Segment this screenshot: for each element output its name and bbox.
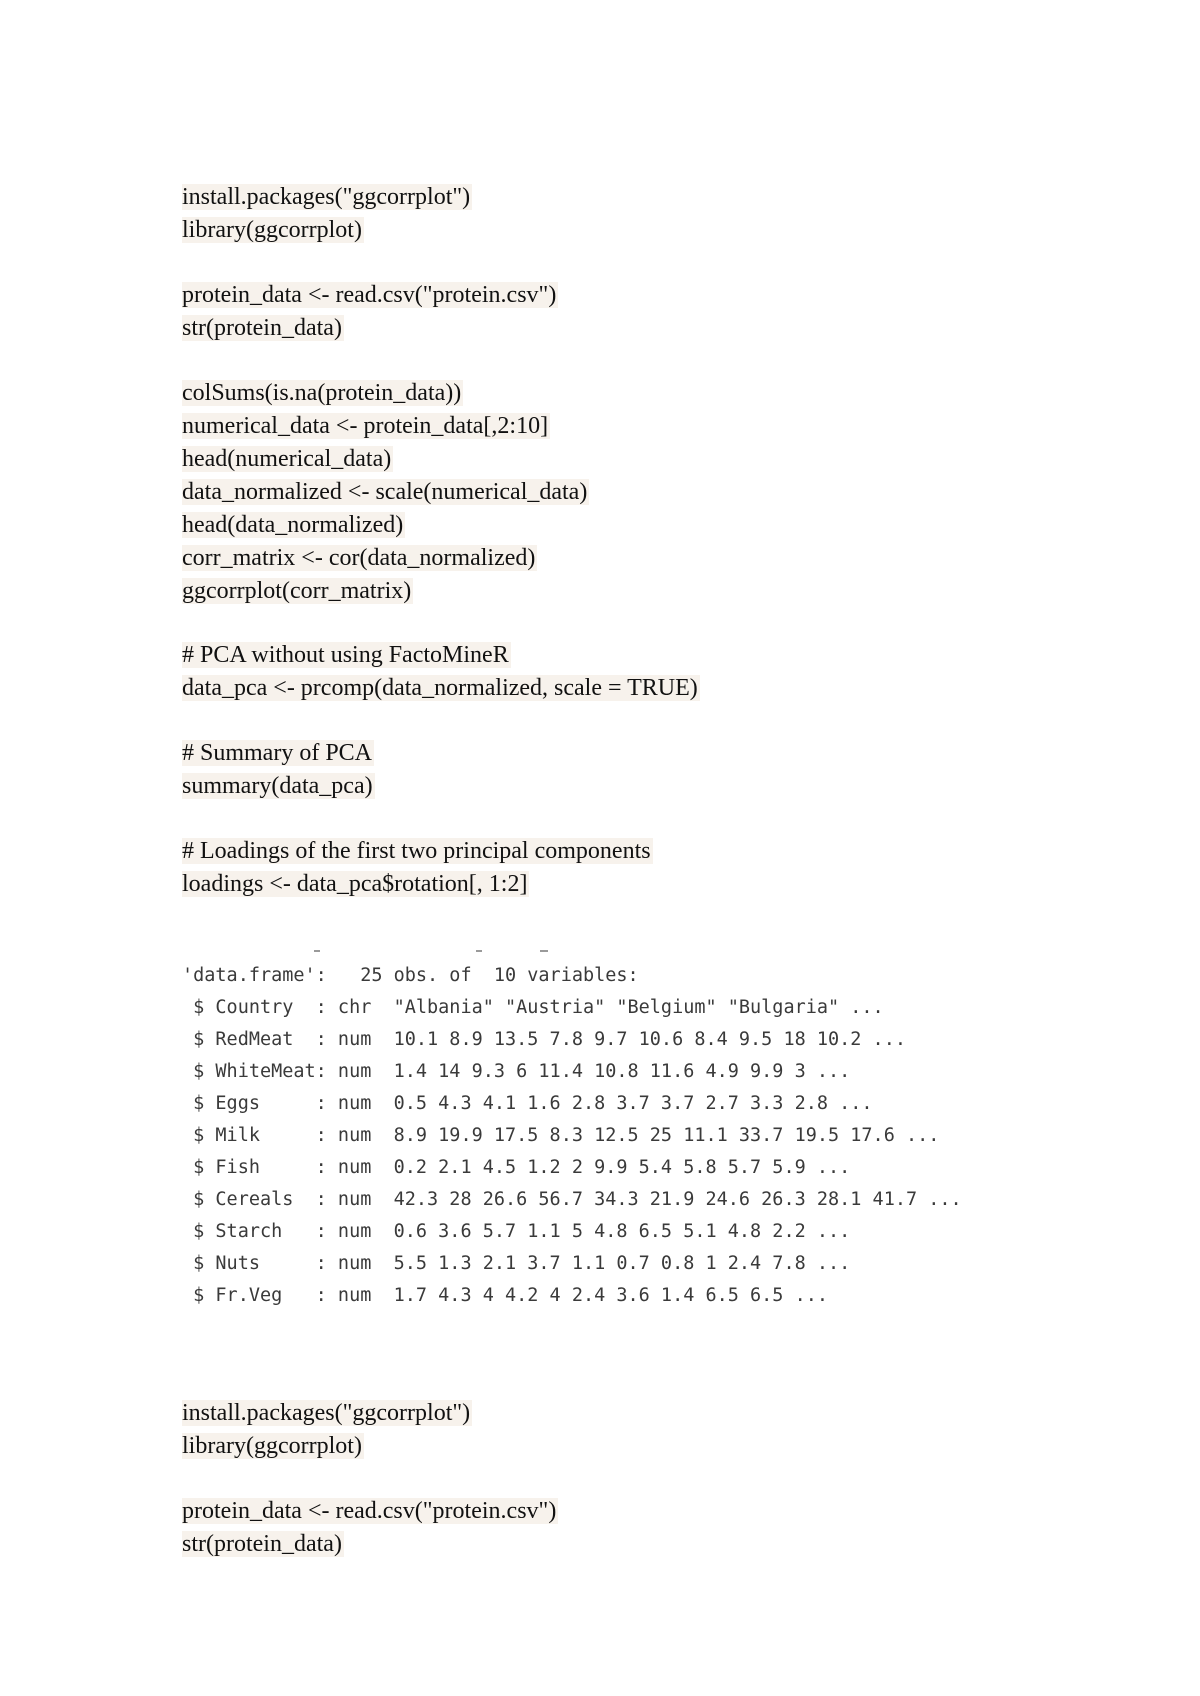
console-line: $ Fr.Veg : num 1.7 4.3 4 4.2 4 2.4 3.6 1.4 6.5 6.5 ... <box>182 1285 829 1306</box>
console-line: 'data.frame': 25 obs. of 10 variables: <box>182 965 639 986</box>
code-line: protein_data <- read.csv("protein.csv") <box>182 1498 557 1524</box>
code-block-summary <box>182 737 375 803</box>
code-line: head(numerical_data) <box>182 446 392 472</box>
console-line: $ Cereals : num 42.3 28 26.6 56.7 34.3 21.9 24.6 26.3 28.1 41.7 ... <box>182 1189 962 1210</box>
code-block-read-data <box>182 279 558 345</box>
console-line: $ Nuts : num 5.5 1.3 2.1 3.7 1.1 0.7 0.8 1 2.4 7.8 ... <box>182 1253 851 1274</box>
code-line: str(protein_data) <box>182 315 342 341</box>
scan-artifact <box>540 950 548 952</box>
code-block-read-data-repeat <box>182 1495 558 1561</box>
code-line: library(ggcorrplot) <box>182 217 362 243</box>
code-line: colSums(is.na(protein_data)) <box>182 380 462 406</box>
code-line: # Summary of PCA <box>182 740 373 766</box>
code-line: corr_matrix <- cor(data_normalized) <box>182 545 536 571</box>
code-block-pca <box>182 639 700 705</box>
code-line: install.packages("ggcorrplot") <box>182 1400 471 1426</box>
code-line: # Loadings of the first two principal components <box>182 838 651 864</box>
code-line: install.packages("ggcorrplot") <box>182 184 471 210</box>
code-line: library(ggcorrplot) <box>182 1433 362 1459</box>
code-line: ggcorrplot(corr_matrix) <box>182 578 412 604</box>
console-line: $ Starch : num 0.6 3.6 5.7 1.1 5 4.8 6.5 5.1 4.8 2.2 ... <box>182 1221 851 1242</box>
code-block-preprocessing <box>182 377 589 608</box>
scan-artifact <box>476 950 482 952</box>
code-line: str(protein_data) <box>182 1531 342 1557</box>
console-line: $ WhiteMeat: num 1.4 14 9.3 6 11.4 10.8 11.6 4.9 9.9 3 ... <box>182 1061 851 1082</box>
code-block-install <box>182 181 472 247</box>
console-line: $ RedMeat : num 10.1 8.9 13.5 7.8 9.7 10.6 8.4 9.5 18 10.2 ... <box>182 1029 906 1050</box>
code-line: data_normalized <- scale(numerical_data) <box>182 479 588 505</box>
code-block-loadings <box>182 835 653 901</box>
code-line: numerical_data <- protein_data[,2:10] <box>182 413 549 439</box>
console-line: $ Milk : num 8.9 19.9 17.5 8.3 12.5 25 11.1 33.7 19.5 17.6 ... <box>182 1125 940 1146</box>
console-line: $ Country : chr "Albania" "Austria" "Belgium" "Bulgaria" ... <box>182 997 884 1018</box>
code-line: protein_data <- read.csv("protein.csv") <box>182 282 557 308</box>
code-line: summary(data_pca) <box>182 773 373 799</box>
code-line: # PCA without using FactoMineR <box>182 642 509 668</box>
code-line: data_pca <- prcomp(data_normalized, scale = TRUE) <box>182 675 698 701</box>
console-line: $ Eggs : num 0.5 4.3 4.1 1.6 2.8 3.7 3.7 2.7 3.3 2.8 ... <box>182 1093 873 1114</box>
code-line: head(data_normalized) <box>182 512 404 538</box>
scan-artifact <box>314 950 320 952</box>
code-block-install-repeat <box>182 1397 472 1463</box>
code-line: loadings <- data_pca$rotation[, 1:2] <box>182 871 528 897</box>
console-line: $ Fish : num 0.2 2.1 4.5 1.2 2 9.9 5.4 5.8 5.7 5.9 ... <box>182 1157 851 1178</box>
console-output-str <box>182 960 962 1312</box>
